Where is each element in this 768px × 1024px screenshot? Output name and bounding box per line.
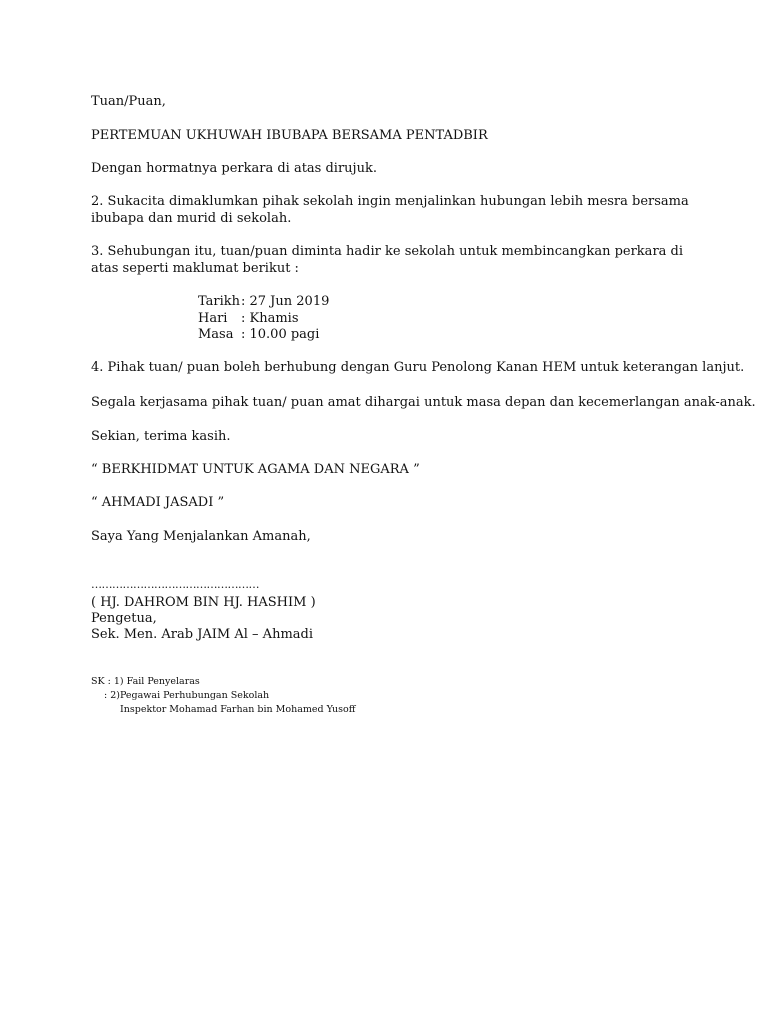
closing-line: Sekian, terima kasih.	[91, 429, 231, 444]
cc-line-1: SK : 1) Fail Penyelaras	[91, 676, 200, 687]
paragraph-4: 4. Pihak tuan/ puan boleh berhubung dengan Guru Penolong Kanan HEM untuk keterangan lanjut.	[91, 360, 745, 375]
signature-line: …………………………………………	[91, 578, 259, 591]
letter-subject: PERTEMUAN UKHUWAH IBUBAPA BERSAMA PENTADBIR	[91, 128, 488, 143]
signatory-position: Pengetua,	[91, 611, 157, 626]
cc-line-3: Inspektor Mohamad Farhan bin Mohamed Yusoff	[120, 704, 356, 715]
opening-paragraph: Dengan hormatnya perkara di atas dirujuk.	[91, 161, 377, 176]
detail-label-time: Masa	[198, 327, 234, 342]
detail-value-day: : Khamis	[241, 311, 299, 326]
paragraph-2: 2. Sukacita dimaklumkan pihak sekolah ingin menjalinkan hubungan lebih mesra bersama ibubapa dan murid di sekolah.	[91, 194, 689, 226]
motto: “ BERKHIDMAT UNTUK AGAMA DAN NEGARA ”	[91, 462, 420, 477]
detail-label-date: Tarikh	[198, 294, 241, 309]
detail-value-time: : 10.00 pagi	[241, 327, 320, 342]
appreciation-paragraph: Segala kerjasama pihak tuan/ puan amat dihargai untuk masa depan dan kecemerlangan anak-anak.	[91, 395, 756, 410]
cc-line-2: : 2)Pegawai Perhubungan Sekolah	[104, 690, 270, 701]
trust-line: Saya Yang Menjalankan Amanah,	[91, 529, 311, 544]
detail-value-date: : 27 Jun 2019	[241, 294, 330, 309]
signatory-name: ( HJ. DAHROM BIN HJ. HASHIM )	[91, 595, 316, 610]
paragraph-3: 3. Sehubungan itu, tuan/puan diminta hadir ke sekolah untuk membincangkan perkara di atas seperti maklumat berikut :	[91, 244, 684, 276]
detail-label-day: Hari	[198, 311, 228, 326]
motto-2: “ AHMADI JASADI ”	[91, 495, 225, 510]
salutation: Tuan/Puan,	[91, 94, 166, 109]
school-name: Sek. Men. Arab JAIM Al – Ahmadi	[91, 627, 313, 642]
